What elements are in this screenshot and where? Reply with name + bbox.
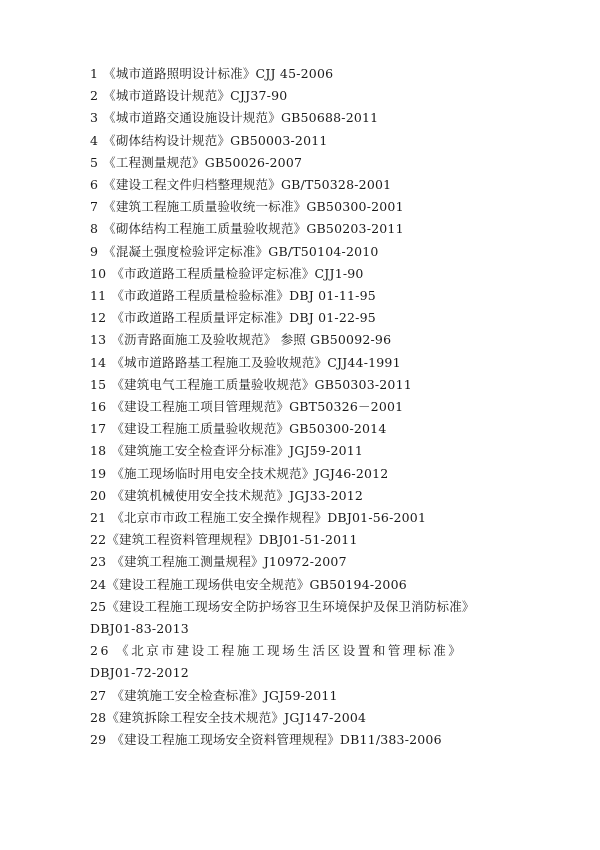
item-text: 《建筑机械使用安全技术规范》JGJ33-2012	[111, 487, 364, 503]
item-number: 21	[90, 510, 107, 526]
item-text: 《建筑施工安全检查评分标准》JGJ59-2011	[111, 443, 364, 459]
item-text: 《建设工程施工项目管理规范》GBT50326－2001	[111, 399, 404, 415]
item-number: 10	[90, 265, 107, 281]
item-text: 《砌体结构设计规范》GB50003-2011	[103, 132, 328, 148]
list-item	[90, 196, 518, 218]
item-number: 16	[90, 399, 107, 415]
item-text-continued: DBJ01-72-2012	[90, 665, 189, 681]
list-item	[90, 352, 518, 374]
item-number: 17	[90, 421, 107, 437]
list-item	[90, 107, 518, 129]
item-text: 《建设工程施工现场安全资料管理规程》DB11/383-2006	[111, 732, 442, 748]
item-text: 《建设工程文件归档整理规范》GB/T50328-2001	[103, 177, 392, 193]
item-text: 《城市道路交通设施设计规范》GB50688-2011	[103, 110, 379, 126]
item-text: 《城市道路设计规范》CJJ37-90	[103, 88, 288, 104]
item-text: 《建筑电气工程施工质量验收规范》GB50303-2011	[111, 376, 412, 392]
list-item	[90, 152, 518, 174]
item-text: 《沥青路面施工及验收规范》 参照 GB50092-96	[111, 332, 392, 348]
item-number: 26	[90, 643, 112, 659]
list-item	[90, 529, 518, 551]
item-text: 《建筑拆除工程安全技术规范》JGJ147-2004	[106, 709, 367, 725]
list-item	[90, 507, 518, 529]
list-item	[90, 440, 518, 462]
item-number: 18	[90, 443, 107, 459]
item-text: 《北京市建设工程施工现场生活区设置和管理标准》	[116, 643, 464, 659]
item-number: 1	[90, 66, 99, 81]
list-item	[90, 130, 518, 152]
item-line-1	[90, 640, 518, 662]
item-text: 《建设工程施工现场安全防护场容卫生环境保护及保卫消防标准》	[106, 598, 475, 614]
item-number: 22	[90, 532, 107, 548]
item-text: 《北京市市政工程施工安全操作规程》DBJ01-56-2001	[111, 510, 427, 526]
item-text: 《市政道路工程质量检验标准》DBJ 01-11-95	[111, 288, 376, 304]
item-number: 19	[90, 465, 107, 481]
item-number: 24	[90, 576, 107, 592]
item-number: 27	[90, 687, 107, 703]
list-item	[90, 418, 518, 440]
list-item	[90, 596, 518, 640]
list-item	[90, 640, 518, 684]
item-text: 《建设工程施工质量验收规范》GB50300-2014	[111, 421, 387, 437]
item-number: 20	[90, 487, 107, 503]
item-text: 《施工现场临时用电安全技术规范》JGJ46-2012	[111, 465, 389, 481]
item-text: 《建筑工程施工质量验收统一标准》GB50300-2001	[103, 199, 404, 215]
item-line-1	[90, 596, 518, 618]
item-number: 5	[90, 154, 99, 170]
list-item	[90, 685, 518, 707]
item-text: 《市政道路工程质量检验评定标准》CJJ1-90	[111, 265, 364, 281]
item-number: 11	[90, 288, 107, 304]
item-text: 《建筑工程资料管理规程》DBJ01-51-2011	[106, 532, 358, 548]
item-text: 《城市道路路基工程施工及验收规范》CJJ44-1991	[111, 354, 401, 370]
item-number: 2	[90, 88, 99, 104]
item-number: 23	[90, 554, 107, 570]
item-number: 25	[90, 598, 107, 614]
item-text: 《建筑工程施工测量规程》J10972-2007	[111, 554, 347, 570]
item-text: 《砌体结构工程施工质量验收规范》GB50203-2011	[103, 221, 404, 237]
item-number: 13	[90, 332, 107, 348]
item-number: 8	[90, 221, 99, 237]
item-number: 29	[90, 732, 107, 748]
list-item	[90, 463, 518, 485]
list-item	[90, 174, 518, 196]
item-number: 14	[90, 354, 107, 370]
list-item	[90, 329, 518, 351]
list-item	[90, 241, 518, 263]
item-number: 3	[90, 110, 99, 126]
list-item	[90, 263, 518, 285]
item-number: 7	[90, 199, 99, 215]
list-item	[90, 574, 518, 596]
list-item	[90, 63, 518, 85]
list-item	[90, 485, 518, 507]
item-text: 《混凝土强度检验评定标准》GB/T50104-2010	[103, 243, 379, 259]
item-number: 28	[90, 709, 107, 725]
list-item	[90, 85, 518, 107]
list-item	[90, 285, 518, 307]
item-text-continued: DBJ01-83-2013	[90, 621, 189, 637]
item-number: 15	[90, 376, 107, 392]
item-text: 《工程测量规范》GB50026-2007	[103, 154, 303, 170]
item-number: 6	[90, 177, 99, 193]
item-text: 《市政道路工程质量评定标准》DBJ 01-22-95	[111, 310, 376, 326]
list-item	[90, 729, 518, 751]
item-number: 12	[90, 310, 107, 326]
list-item	[90, 218, 518, 240]
item-text: 《建筑施工安全检查标准》JGJ59-2011	[111, 687, 338, 703]
item-text: 《城市道路照明设计标准》CJJ 45-2006	[103, 66, 334, 81]
list-item	[90, 551, 518, 573]
item-text: 《建设工程施工现场供电安全规范》GB50194-2006	[106, 576, 407, 592]
list-item	[90, 396, 518, 418]
item-number: 4	[90, 132, 99, 148]
list-item	[90, 374, 518, 396]
item-number: 9	[90, 243, 99, 259]
list-item	[90, 307, 518, 329]
list-item	[90, 707, 518, 729]
standards-list	[90, 63, 518, 751]
